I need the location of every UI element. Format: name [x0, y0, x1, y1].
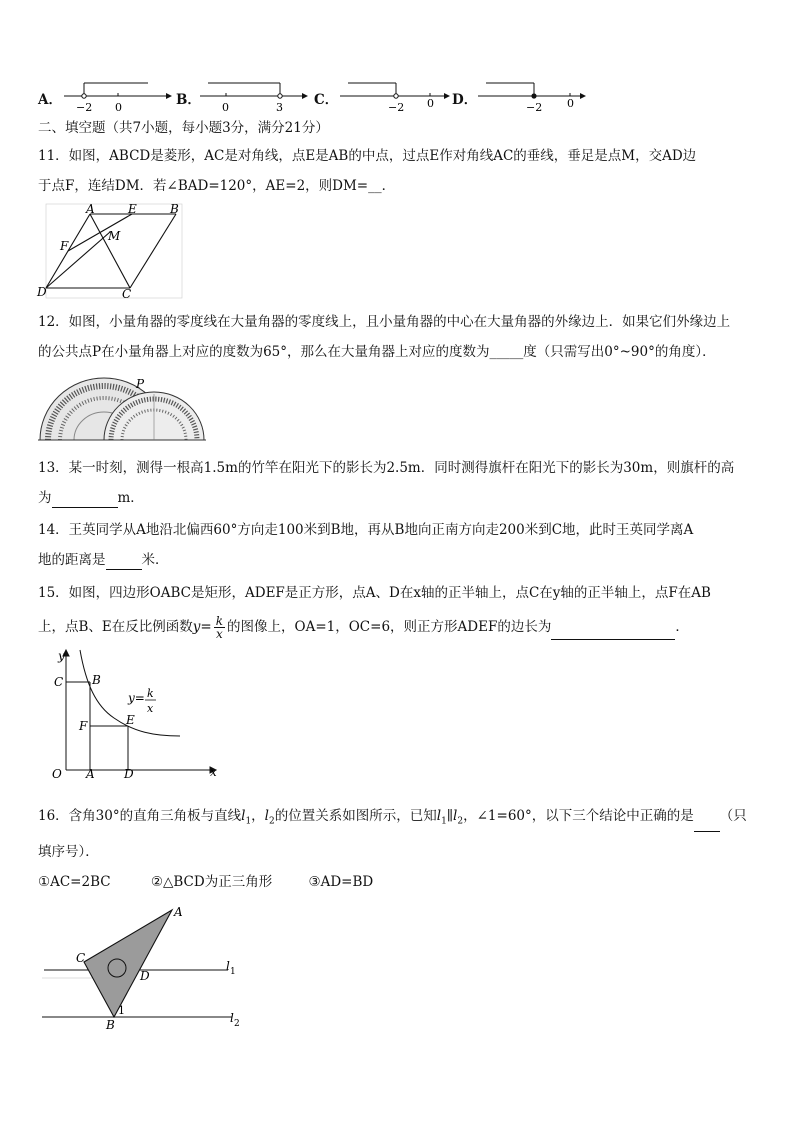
q15-line2-prefix: 上，点B、E在反比例函数	[38, 619, 193, 635]
curve-label-k: k	[147, 687, 154, 700]
line-l1-sub: 1	[441, 816, 447, 827]
q15-answer-blank[interactable]	[551, 625, 675, 640]
line-l2-letter: l	[453, 808, 458, 824]
option-d-label: D．	[452, 92, 478, 108]
formula-k: k	[215, 614, 224, 628]
q13-line2-prefix: 为	[38, 490, 52, 506]
tick-label: 0	[427, 97, 434, 110]
point-label: F	[79, 719, 88, 733]
choice-2: ②△BCD为正三角形	[150, 874, 273, 890]
number-line-b	[198, 76, 308, 116]
line-label-l2-sub: 2	[234, 1019, 240, 1029]
curve-label-y: y=	[128, 691, 145, 705]
q13-answer-blank[interactable]	[52, 493, 118, 508]
point-label: C	[54, 675, 64, 689]
q11-rhombus-figure	[34, 202, 184, 300]
formula-x: x	[215, 627, 223, 641]
point-label: M	[108, 229, 121, 243]
number-line-d	[476, 76, 586, 116]
q12-protractors-figure	[38, 374, 206, 442]
q16-choices	[38, 872, 373, 892]
q13-line1: 13．某一时刻，测得一根高1.5m的竹竿在阳光下的影长为2.5m．同时测得旗杆在阳光下的影长为30m，则旗杆的高	[38, 460, 735, 476]
line-l1-letter: l	[241, 808, 246, 824]
q16-line1	[38, 806, 747, 832]
line-l2-sub: 2	[457, 816, 464, 827]
point-label: A	[86, 767, 95, 781]
q16-sep: ，	[251, 808, 265, 824]
line-l1-sub: 1	[245, 816, 252, 827]
q15-line2-end: ．	[675, 619, 689, 635]
axis-label-x: x	[210, 765, 217, 779]
tick-label: 0	[222, 101, 229, 114]
tick-label: 0	[115, 101, 122, 114]
tick-label: −2	[76, 101, 93, 114]
point-label: O	[52, 767, 62, 781]
q14-answer-blank[interactable]	[106, 555, 142, 570]
number-line-c	[338, 76, 450, 116]
point-label: D	[140, 969, 150, 983]
parallel-symbol: ∥	[446, 808, 454, 824]
line-l1-letter: l	[436, 808, 442, 824]
q16-triangle-figure	[38, 902, 248, 1034]
section-heading: 二、填空题（共7小题，每小题3分，满分21分）	[38, 120, 329, 136]
point-label: D	[124, 767, 134, 781]
curve-label-x: x	[147, 702, 154, 715]
q15-line2	[38, 614, 689, 640]
line-l2-sub: 2	[269, 816, 275, 827]
q16-line2: 填序号）．	[38, 844, 99, 860]
q14-line1: 14．王英同学从A地沿北偏西60°方向走100米到B地，再从B地向正南方向走200米到C地，此时王英同学离A	[38, 522, 694, 538]
choice-1: ①AC=2BC	[38, 874, 111, 890]
point-label: B	[106, 1018, 115, 1032]
line-label-l1: l	[226, 959, 230, 973]
q14-line2-suffix: 米．	[141, 552, 169, 568]
tick-label: −2	[388, 101, 405, 114]
q14-line2-prefix: 地的距离是	[38, 552, 106, 568]
point-label: B	[170, 202, 179, 216]
q12-line1: 12．如图，小量角器的零度线在大量角器的零度线上，且小量角器的中心在大量角器的外缘边上．如果它们外缘边上	[38, 314, 731, 330]
option-b-label: B．	[176, 92, 201, 108]
formula-eq: =	[200, 619, 212, 635]
q16-line1-prefix: 16．含角30°的直角三角板与直线	[38, 808, 242, 824]
q11-line1: 11．如图，ABCD是菱形，AC是对角线，点E是AB的中点，过点E作对角线AC的垂线，垂足是点M，交AD边	[38, 148, 697, 164]
point-label: A	[86, 202, 95, 216]
q16-line1-mid: 的位置关系如图所示，已知	[274, 808, 437, 824]
formula-y: y	[192, 619, 201, 635]
point-label: A	[174, 905, 183, 919]
angle-1-label: 1	[118, 1004, 125, 1017]
line-label-l2: l	[230, 1011, 234, 1025]
formula-fraction	[214, 615, 225, 640]
tick-label: 3	[276, 101, 283, 114]
line-label-l1-sub: 1	[230, 967, 236, 977]
tick-label: 0	[567, 97, 574, 110]
point-label: E	[126, 713, 135, 727]
number-line-a	[62, 76, 172, 116]
option-a-label: A．	[38, 92, 62, 108]
line-l2-letter: l	[264, 808, 269, 824]
q15-line2-suffix: 的图像上，OA=1，OC=6，则正方形ADEF的边长为	[227, 619, 552, 635]
choice-3: ③AD=BD	[308, 874, 374, 890]
axis-label-y: y	[58, 649, 65, 663]
point-label: C	[122, 287, 132, 300]
q15-line1: 15．如图，四边形OABC是矩形，ADEF是正方形，点A、D在x轴的正半轴上，点C在y轴的正半轴上，点F在AB	[38, 585, 711, 601]
tick-label: −2	[526, 101, 543, 114]
point-label: C	[76, 951, 86, 965]
point-label: D	[37, 285, 47, 299]
q13-line2-suffix: m．	[117, 490, 144, 506]
q12-line2: 的公共点P在小量角器上对应的度数为65°，那么在大量角器上对应的度数为_____度（只需写出0°~90°的角度）．	[38, 344, 716, 360]
point-label: F	[60, 239, 69, 253]
point-label: E	[128, 202, 137, 216]
q16-answer-blank[interactable]	[694, 817, 720, 832]
q13-line2	[38, 488, 144, 508]
point-p-label: P	[136, 377, 145, 391]
q15-coordinate-figure	[44, 646, 224, 782]
q16-line1-end: （只	[719, 808, 747, 824]
q11-line2: 于点F，连结DM．若∠BAD=120°，AE=2，则DM=__．	[38, 178, 396, 194]
point-label: B	[92, 673, 101, 687]
q14-line2	[38, 550, 169, 570]
option-c-label: C．	[314, 92, 339, 108]
q16-line1-post: ，∠1=60°，以下三个结论中正确的是	[463, 808, 694, 824]
